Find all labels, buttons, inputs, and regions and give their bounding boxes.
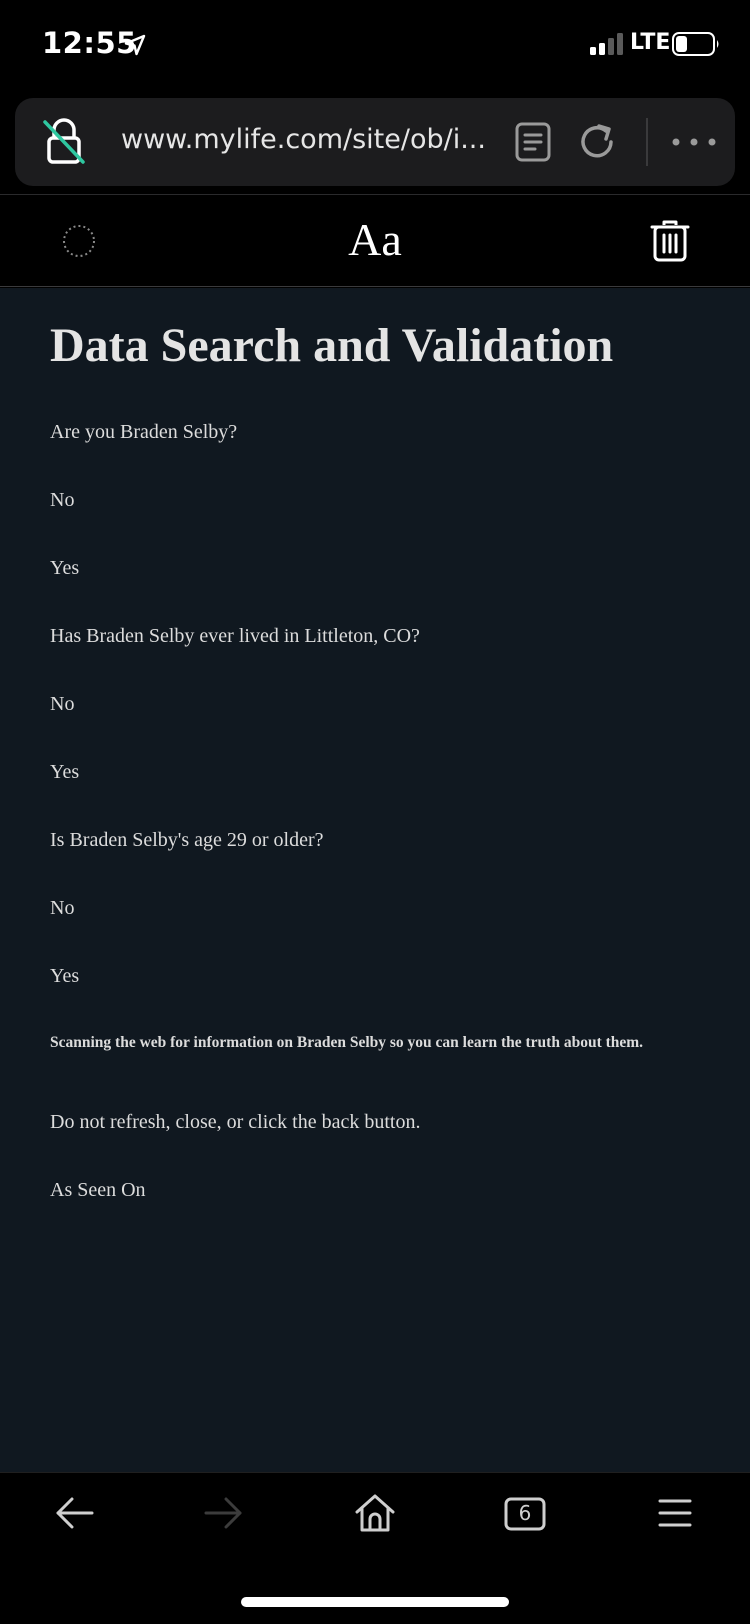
- home-indicator[interactable]: [241, 1597, 509, 1607]
- more-icon[interactable]: [670, 136, 718, 148]
- answer-yes-3[interactable]: Yes: [50, 965, 80, 987]
- forward-arrow-icon[interactable]: [204, 1495, 244, 1531]
- scanning-note: Scanning the web for information on Braden Selby so you can learn the truth about them.: [50, 1034, 644, 1051]
- as-seen-on: As Seen On: [50, 1179, 146, 1201]
- answer-no-2[interactable]: No: [50, 693, 75, 715]
- network-type: LTE: [630, 30, 671, 55]
- tabs-button[interactable]: [504, 1497, 546, 1531]
- reader-font-button[interactable]: Aa: [348, 214, 402, 265]
- unlocked-insecure-icon[interactable]: [41, 116, 89, 166]
- answer-yes-1[interactable]: Yes: [50, 557, 80, 579]
- status-bar: [0, 0, 750, 92]
- battery-icon: [672, 32, 720, 56]
- back-arrow-icon[interactable]: [54, 1495, 94, 1531]
- answer-no-3[interactable]: No: [50, 897, 75, 919]
- question-1: Are you Braden Selby?: [50, 421, 238, 443]
- question-2: Has Braden Selby ever lived in Littleton, CO?: [50, 625, 420, 647]
- url-bar-divider: [646, 118, 648, 166]
- reload-icon[interactable]: [575, 120, 619, 164]
- reader-toolbar: [0, 195, 750, 287]
- trash-icon[interactable]: [650, 219, 690, 263]
- url-text[interactable]: www.mylife.com/site/ob/i...: [121, 124, 486, 155]
- home-icon[interactable]: [354, 1493, 396, 1533]
- page-title: Data Search and Validation: [50, 319, 614, 372]
- warning-text: Do not refresh, close, or click the back button.: [50, 1111, 421, 1133]
- answer-yes-2[interactable]: Yes: [50, 761, 80, 783]
- answer-no-1[interactable]: No: [50, 489, 75, 511]
- location-arrow-icon: [124, 34, 146, 56]
- address-bar[interactable]: [15, 98, 735, 186]
- reader-view-icon[interactable]: [515, 122, 551, 162]
- cellular-signal-icon: [590, 33, 626, 55]
- reader-content: [0, 288, 750, 1472]
- question-3: Is Braden Selby's age 29 or older?: [50, 829, 324, 851]
- tab-count: 6: [518, 1501, 532, 1525]
- status-time: 12:55: [42, 26, 137, 60]
- hamburger-menu-icon[interactable]: [658, 1497, 692, 1529]
